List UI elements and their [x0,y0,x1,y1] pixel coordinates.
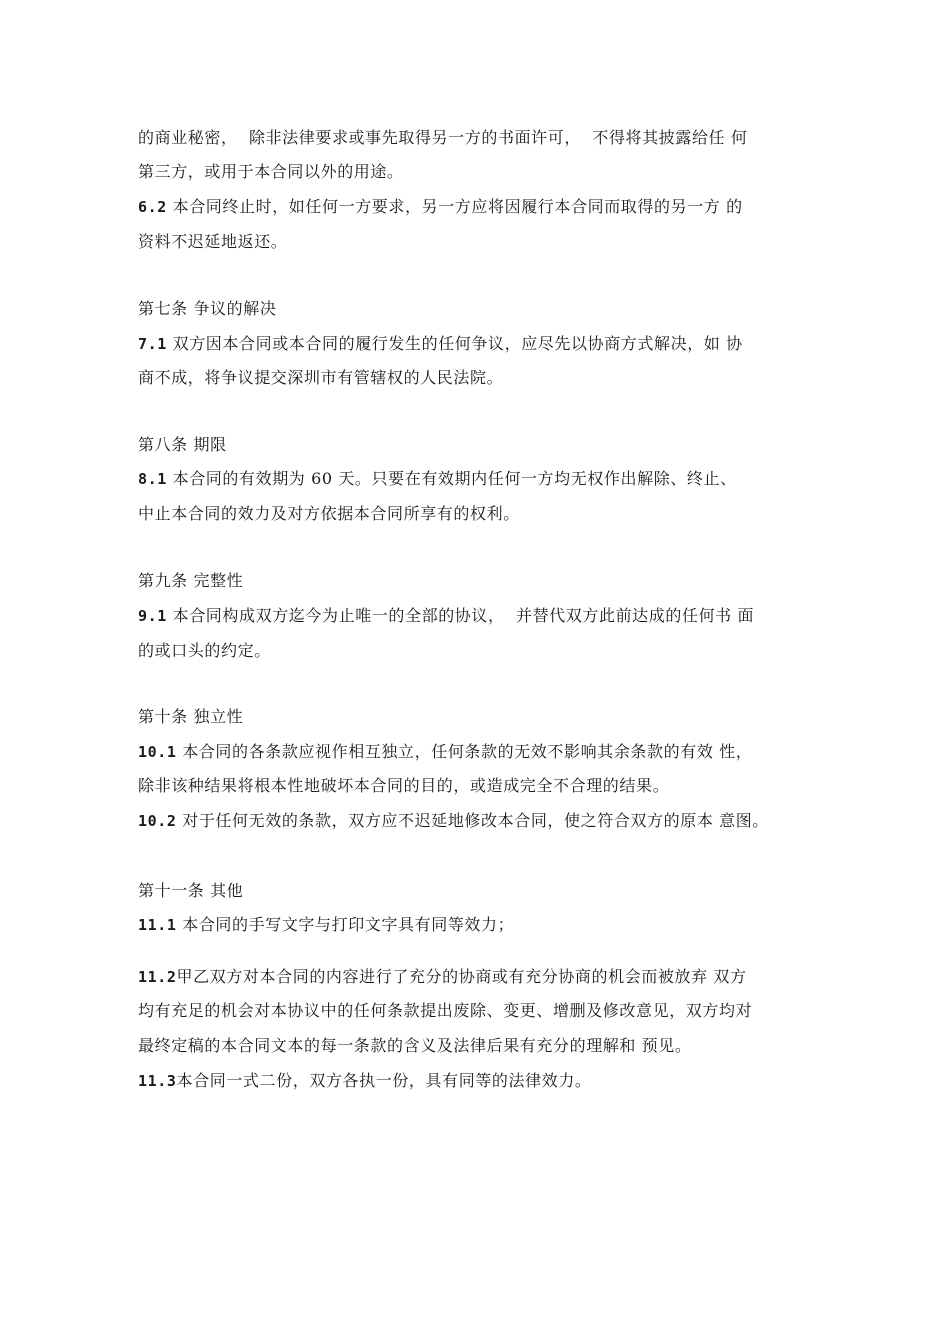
paragraph-line [138,640,271,662]
clause-10-2 [138,810,769,832]
paragraph-line [138,161,404,183]
clause-number: 6.2 [138,198,167,216]
clause-text: 本合同构成双方迄今为止唯一的全部的协议， 并替代双方此前达成的任何书 面 [166,606,755,625]
clause-text: 本合同的有效期为 60 天。只要在有效期内任何一方均无权作出解除、终止、 [166,469,737,488]
clause-9-1 [138,605,754,627]
text: 第三方，或用于本合同以外的用途。 [138,162,404,181]
heading-text: 第七条 争议的解决 [138,299,277,318]
text: 中止本合同的效力及对方依据本合同所享有的权利。 [138,504,520,523]
clause-8-1 [138,468,737,490]
paragraph-line [138,775,669,797]
text: 的或口头的约定。 [138,641,271,660]
clause-number: 10.1 [138,743,177,761]
clause-number: 11.1 [138,916,177,934]
clause-text: 本合同一式二份，双方各执一份，具有同等的法律效力。 [176,1071,592,1090]
clause-number: 10.2 [138,812,177,830]
clause-7-1 [138,333,743,355]
paragraph-line [138,1035,692,1057]
clause-11-3 [138,1070,592,1092]
clause-10-1 [138,741,752,763]
paragraph-line [138,127,747,149]
clause-text: 对于任何无效的条款，双方应不迟延地修改本合同，使之符合双方的原本 意图。 [176,811,769,830]
heading-text: 第八条 期限 [138,435,227,454]
paragraph-line [138,231,287,253]
clause-number: 7.1 [138,335,167,353]
section-heading [138,880,243,902]
clause-number: 11.2 [138,968,177,986]
section-heading [138,298,277,320]
heading-text: 第十一条 其他 [138,881,244,900]
clause-11-2 [138,966,747,988]
clause-number: 11.3 [138,1072,177,1090]
heading-text: 第十条 独立性 [138,707,244,726]
paragraph-line [138,1000,752,1022]
clause-text: 本合同的手写文字与打印文字具有同等效力； [176,915,515,934]
text: 的商业秘密， 除非法律要求或事先取得另一方的书面许可， 不得将其披露给任 何 [138,128,748,147]
section-heading [138,570,243,592]
section-heading [138,706,243,728]
clause-text: 双方因本合同或本合同的履行发生的任何争议，应尽先以协商方式解决，如 协 [166,334,743,353]
paragraph-line [138,503,520,525]
section-heading [138,434,227,456]
clause-11-1 [138,914,514,936]
clause-number: 8.1 [138,470,167,488]
clause-text: 本合同的各条款应视作相互独立，任何条款的无效不影响其余条款的有效 性， [176,742,753,761]
heading-text: 第九条 完整性 [138,571,244,590]
clause-text: 甲乙双方对本合同的内容进行了充分的协商或有充分协商的机会而被放弃 双方 [176,967,747,986]
clause-number: 9.1 [138,607,167,625]
text: 资料不迟延地返还。 [138,232,288,251]
clause-text: 本合同终止时，如任何一方要求，另一方应将因履行本合同而取得的另一方 的 [166,197,743,216]
text: 商不成，将争议提交深圳市有管辖权的人民法院。 [138,368,504,387]
text: 均有充足的机会对本协议中的任何条款提出废除、变更、增删及修改意见，双方均对 [138,1001,753,1020]
text: 最终定稿的本合同文本的每一条款的含义及法律后果有充分的理解和 预见。 [138,1036,692,1055]
paragraph-line [138,367,503,389]
text: 除非该种结果将根本性地破坏本合同的目的，或造成完全不合理的结果。 [138,776,670,795]
clause-6-2 [138,196,743,218]
